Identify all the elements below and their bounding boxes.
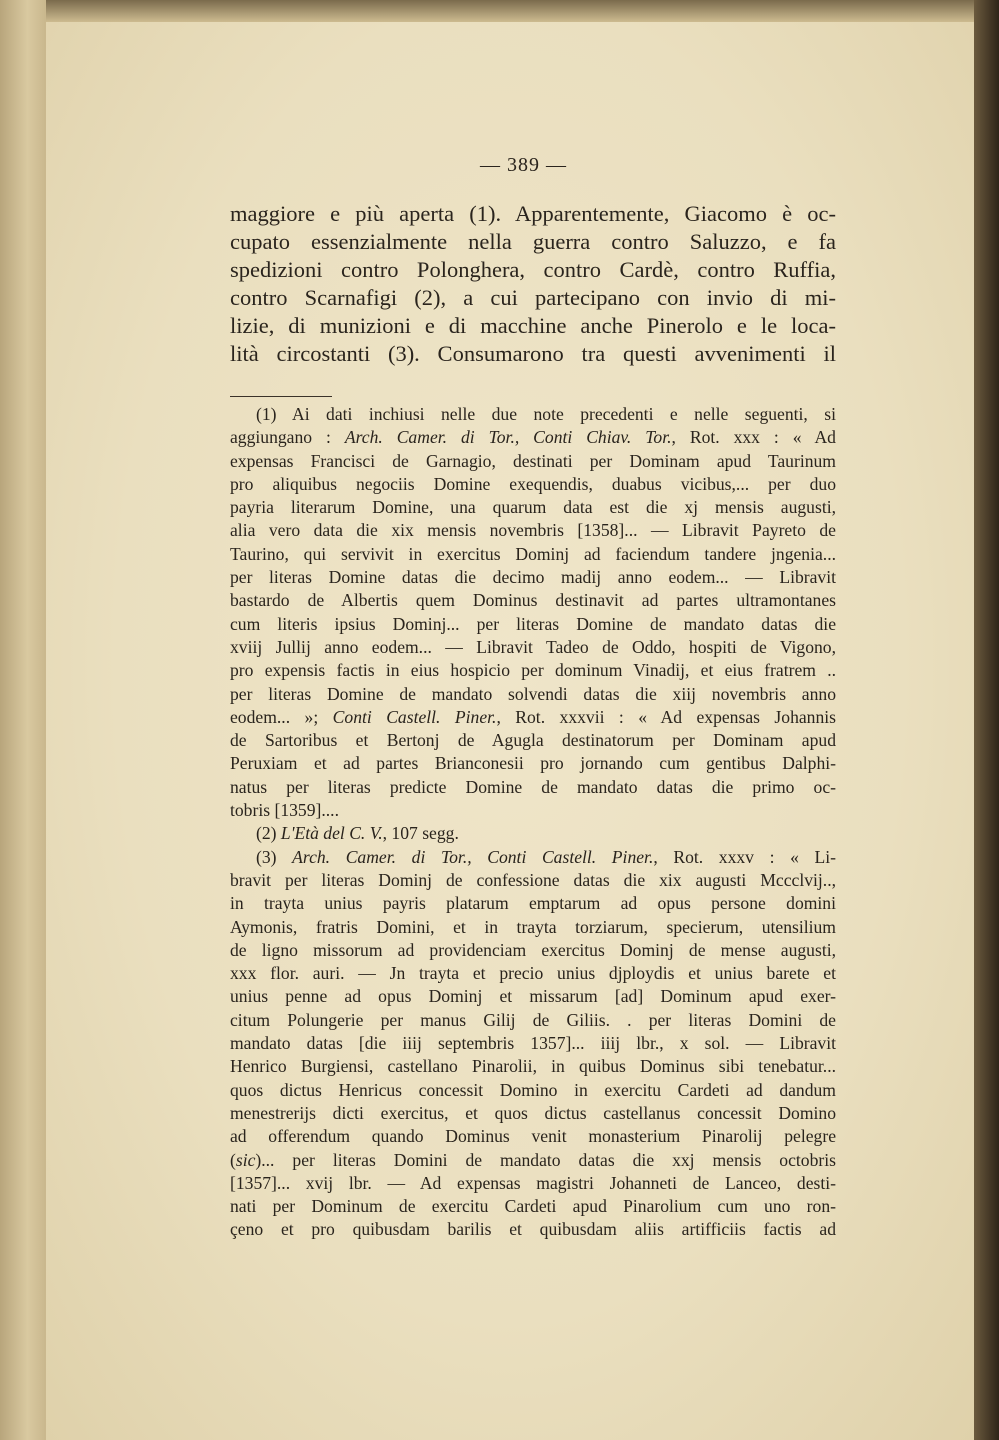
footnote-line (230, 519, 836, 542)
footnote-line (230, 985, 836, 1008)
footnote-text: per literas Domine de mandato solvendi datas die xiij novembris anno (230, 683, 836, 704)
footnote-line (230, 543, 836, 566)
footnotes (230, 403, 836, 1242)
footnote-line (230, 822, 836, 845)
facing-page-edge (0, 0, 46, 1440)
footnote-line (230, 869, 836, 892)
footnote-text: menestrerijs dicti exercitus, et quos dictus castellanus concessit Domino (230, 1102, 836, 1123)
footnote-line (230, 1102, 836, 1125)
footnote-text: Aymonis, fratris Domini, et in trayta torziarum, specierum, utensilium (230, 916, 836, 937)
footnote-text: in trayta unius payris platarum emptarum ad opus persone domini (230, 893, 836, 914)
footnote-line (230, 589, 836, 612)
body-text-line: cupato essenzialmente nella guerra contro Saluzzo, e fa (230, 229, 836, 254)
footnote-line (230, 729, 836, 752)
footnote-text: xviij Jullij anno eodem... — Libravit Tadeo de Oddo, hospiti de Vigono, (230, 636, 836, 657)
footnote-line (230, 1195, 836, 1218)
footnote-text: (1) Ai dati inchiusi nelle due note precedenti e nelle seguenti, si (256, 404, 836, 424)
body-text-line: lità circostanti (3). Consumarono tra questi avvenimenti il (230, 341, 836, 366)
footnote-line (230, 426, 836, 449)
citation-italic: Conti Castell. Piner. (332, 706, 497, 727)
footnote-text: [1357]... xvij lbr. — Ad expensas magistri Johanneti de Lanceo, desti- (230, 1172, 836, 1193)
footnote-line (230, 473, 836, 496)
footnote-line (230, 683, 836, 706)
footnote-text: ( (230, 1149, 236, 1170)
body-text-line: spedizioni contro Polonghera, contro Cardè, contro Ruffia, (230, 257, 836, 282)
footnote-text: unius penne ad opus Dominj et missarum [ad] Dominum apud exer- (230, 986, 836, 1007)
footnote-text: , Rot. xxxvii : « Ad expensas Johannis (496, 706, 837, 727)
footnote-line (230, 776, 836, 799)
citation-italic: Arch. Camer. di Tor., Conti Chiav. Tor. (344, 427, 672, 448)
footnote-text: nati per Dominum de exercitu Cardeti apud Pinarolium cum uno ron- (230, 1196, 836, 1217)
scan-top-edge (0, 0, 999, 22)
citation-italic: sic (235, 1149, 256, 1170)
footnote-text: pro expensis factis in eius hospicio per dominum Vinadij, et eius fratrem .. (230, 660, 836, 681)
body-text-line: contro Scarnafigi (2), a cui partecipano con invio di mi- (230, 285, 836, 310)
footnote-text: )... per literas Domini de mandato datas die xxj mensis octobris (255, 1149, 836, 1170)
footnote-text: çeno et pro quibusdam barilis et quibusdam aliis artifficiis factis ad (230, 1219, 836, 1240)
footnote-text: , 107 segg. (382, 823, 459, 844)
citation-italic: Arch. Camer. di Tor., Conti Castell. Piner. (292, 846, 654, 867)
footnote-line (230, 566, 836, 589)
footnote-text: Peruxiam et ad partes Brianconesii pro jornando cum gentibus Dalphi- (230, 753, 836, 774)
footnote-line (230, 799, 836, 822)
footnote-text: (2) (256, 823, 281, 844)
footnote-line (230, 1149, 836, 1172)
footnote-line (230, 706, 836, 729)
footnote-text: Taurino, qui servivit in exercitus Dominj ad faciendum tandere jngenia... (230, 543, 836, 564)
footnote-text: tobris [1359].... (230, 800, 339, 821)
footnote-line (230, 1218, 836, 1241)
footnote-text: , Rot. xxxv : « Li- (653, 846, 836, 867)
footnote-line (230, 1009, 836, 1032)
footnote-line (230, 1055, 836, 1078)
footnote-line (230, 496, 836, 519)
footnote-text: bravit per literas Dominj de confessione datas die xix augusti Mccclvij.., (230, 869, 836, 890)
footnote-line (230, 892, 836, 915)
footnote-line (230, 916, 836, 939)
footnote-separator (230, 396, 332, 397)
footnote-line (230, 1032, 836, 1055)
footnote-text: , Rot. xxx : « Ad (671, 427, 836, 448)
citation-italic: L'Età del C. V. (280, 823, 383, 844)
footnote-text: xxx flor. auri. — Jn trayta et precio unius djploydis et unius barete et (230, 963, 836, 984)
footnote-line (230, 846, 836, 869)
footnote-text: payria literarum Domine, una quarum data est die xj mensis augusti, (230, 497, 836, 518)
footnote-text: de ligno missorum ad providenciam exercitus Dominj de mense augusti, (230, 939, 836, 960)
body-text-line: lizie, di munizioni e di macchine anche Pinerolo e le loca- (230, 313, 836, 338)
footnote-text: bastardo de Albertis quem Dominus destinavit ad partes ultramontanes (230, 590, 836, 611)
footnote-text: de Sartoribus et Bertonj de Agugla destinatorum per Dominam apud (230, 730, 836, 751)
main-text (230, 200, 836, 368)
footnote-text: per literas Domine datas die decimo madij anno eodem... — Libravit (230, 567, 836, 588)
footnote-text: cum literis ipsius Dominj... per literas Domine de mandato datas die (230, 613, 836, 634)
body-text-line: maggiore e più aperta (1). Apparentemente, Giacomo è oc- (230, 201, 836, 226)
footnote-line (230, 636, 836, 659)
footnote-text: eodem... »; (230, 706, 333, 727)
footnote-line (230, 939, 836, 962)
page-number: — 389 — (480, 154, 567, 176)
footnote-line (230, 1079, 836, 1102)
footnote-line (230, 962, 836, 985)
footnote-line (230, 403, 836, 426)
footnote-text: alia vero data die xix mensis novembris [1358]... — Libravit Payreto de (230, 520, 836, 541)
footnote-text: natus per literas predicte Domine de mandato datas die primo oc- (230, 776, 836, 797)
footnote-line (230, 1125, 836, 1148)
footnote-line (230, 450, 836, 473)
footnote-line (230, 1172, 836, 1195)
footnote-line (230, 613, 836, 636)
footnote-text: quos dictus Henricus concessit Domino in exercitu Cardeti ad dandum (230, 1079, 836, 1100)
footnote-text: expensas Francisci de Garnagio, destinati per Dominam apud Taurinum (230, 450, 836, 471)
scan-right-edge (974, 0, 999, 1440)
footnote-text: (3) (256, 846, 293, 867)
footnote-line (230, 659, 836, 682)
footnote-text: ad offerendum quando Dominus venit monasterium Pinarolij pelegre (230, 1126, 836, 1147)
footnote-text: mandato datas [die iiij septembris 1357]... iiij lbr., x sol. — Libravit (230, 1033, 836, 1054)
footnote-line (230, 752, 836, 775)
footnote-text: Henrico Burgiensi, castellano Pinarolii, in quibus Dominus sibi tenebatur... (230, 1056, 836, 1077)
footnote-text: citum Polungerie per manus Gilij de Giliis. . per literas Domini de (230, 1009, 836, 1030)
footnote-text: aggiungano : (230, 427, 345, 448)
footnote-text: pro aliquibus negociis Domine exequendis, duabus vicibus,... per duo (230, 473, 836, 494)
